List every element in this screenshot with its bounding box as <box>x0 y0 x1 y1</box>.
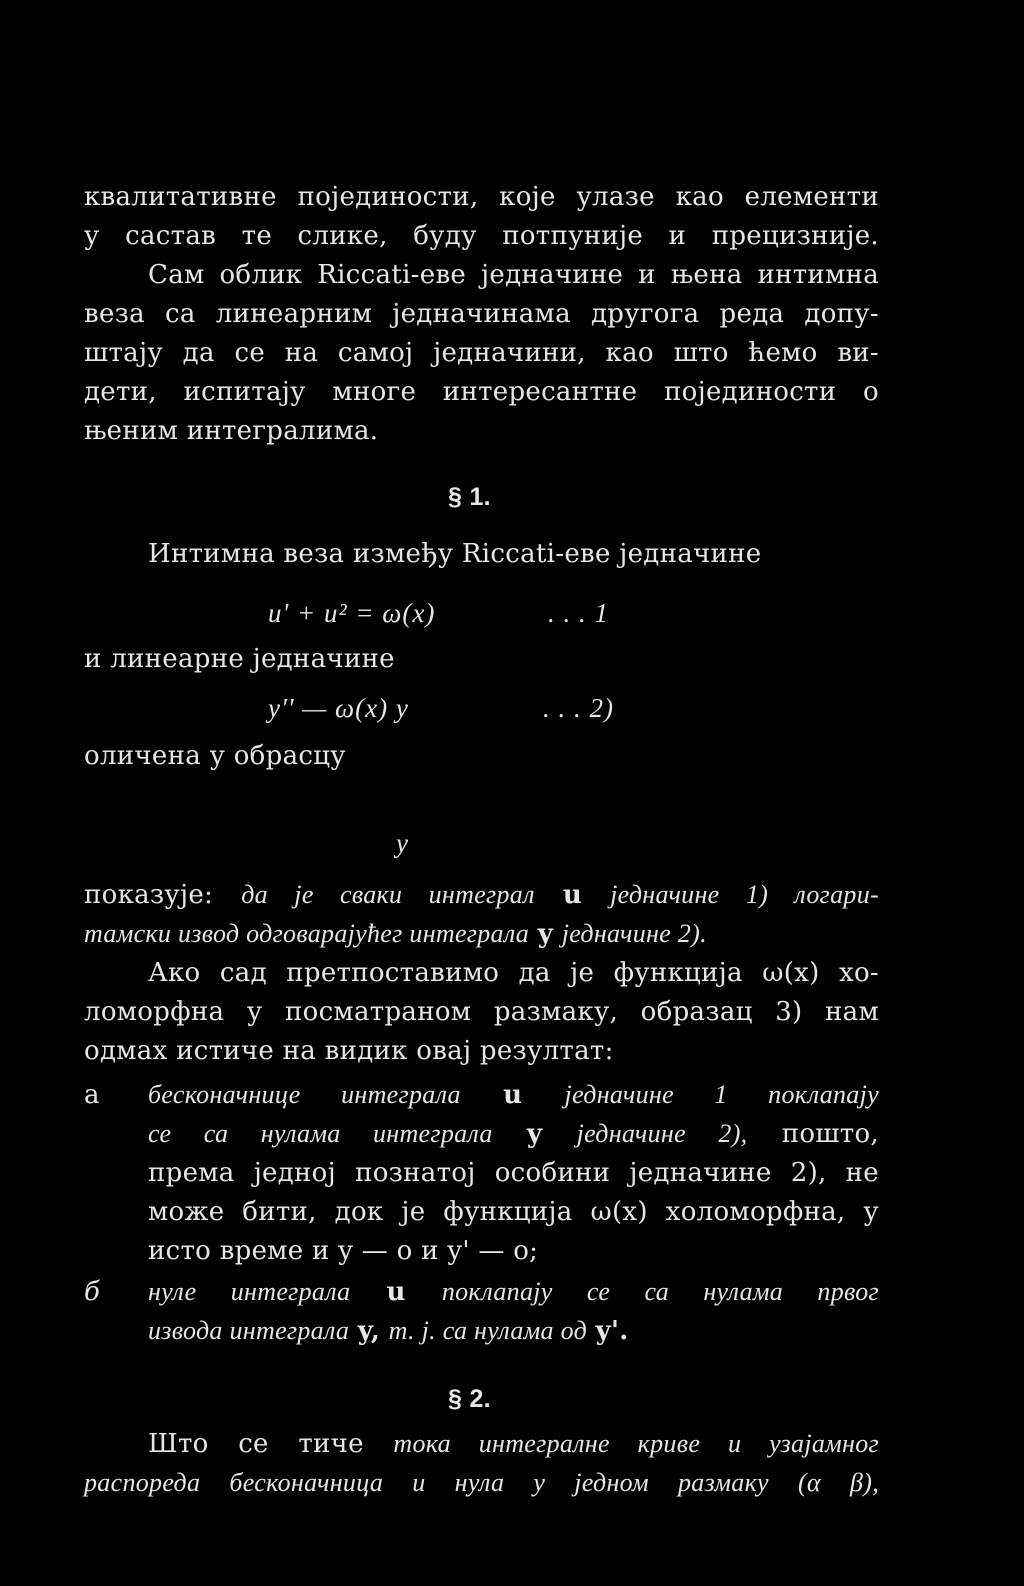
result-italic-2: једначине 2). <box>561 919 707 948</box>
symbol-y: y <box>537 919 554 949</box>
item-a-italic: се са нулама интеграла <box>148 1119 493 1148</box>
symbol-y: y, <box>357 1316 381 1346</box>
item-b-italic-2: т. ј. са нулама од <box>388 1316 588 1345</box>
item-b-line-2 <box>148 1315 629 1347</box>
item-a-italic: бесконачнице интеграла <box>148 1080 461 1109</box>
item-a-italic-2: једначине 1 поклапају <box>564 1080 879 1109</box>
item-b-italic-2: поклапају се са нулама првог <box>441 1277 879 1306</box>
section-2-text: Што се тиче <box>148 1429 364 1459</box>
item-a-line-3: према једној познатој особини једначине 2), не <box>148 1158 879 1188</box>
section-1-text-3: оличена у обрасцу <box>84 741 346 771</box>
item-b-italic: нуле интеграла <box>148 1277 351 1306</box>
item-a-line-2 <box>148 1118 879 1150</box>
section-2-line-2 <box>84 1467 879 1499</box>
section-1-text-2: и линеарне једначине <box>84 644 395 674</box>
equation-2: y'' — ω(x) y <box>268 693 409 723</box>
formula-3-fragment: y <box>396 828 409 858</box>
intro-line-7: њеним интегралима. <box>84 416 379 446</box>
item-a-line-4: може бити, док је функција ω(x) холоморфна, у <box>148 1197 879 1227</box>
item-b-label: б <box>84 1277 101 1307</box>
item-a-text: пошто, <box>781 1119 879 1149</box>
symbol-u: u <box>386 1277 406 1307</box>
intro-line-5: штају да се на самој једначини, као што ћемо ви- <box>84 338 879 368</box>
section-2-italic: тока интегралне криве и узајамног <box>393 1429 879 1458</box>
paragraph-line-3: Ако сад претпоставимо да је функција ω(x) хо- <box>148 958 879 988</box>
paragraph-line-4: ломорфна у посматраном размаку, образац 3) нам <box>84 997 879 1027</box>
equation-1-number: . . . 1 <box>548 598 609 628</box>
section-1-lead: Интимна веза између Riccati-еве једначине <box>148 539 762 569</box>
section-1-heading: § 1. <box>448 483 491 511</box>
symbol-u: u <box>503 1080 523 1110</box>
item-a-italic-2: једначине 2), <box>576 1119 748 1148</box>
section-2-heading: § 2. <box>448 1385 491 1413</box>
paragraph-line-5: одмах истиче на видик овај резултат: <box>84 1036 614 1066</box>
result-italic: да је сваки интеграл <box>241 880 535 909</box>
result-italic: тамски извод одговарајућег интеграла <box>84 919 530 948</box>
symbol-u: u <box>562 880 583 910</box>
equation-1: u' + u² = ω(x) <box>268 598 436 628</box>
intro-line-2: у састав те слике, буду потпуније и прецизније. <box>84 221 879 251</box>
result-line-1 <box>84 879 879 911</box>
intro-line-4: веза са линеарним једначинама другога реда допу- <box>84 299 879 329</box>
section-2-line-1 <box>148 1428 879 1460</box>
symbol-y: y <box>526 1119 543 1149</box>
item-a-label: а <box>84 1080 100 1110</box>
intro-line-1: квалитативне појединости, које улазе као елементи <box>84 182 879 212</box>
item-a-line-5: исто време и y — о и y' — о; <box>148 1236 539 1266</box>
symbol-y-prime: y'. <box>595 1316 629 1346</box>
equation-2-number: . . . 2) <box>543 693 614 723</box>
item-b-line-1 <box>148 1276 879 1308</box>
result-italic-2: једначине 1) логари- <box>610 880 879 909</box>
item-a-line-1 <box>148 1079 879 1111</box>
intro-line-6: дети, испитају многе интересантне појединости о <box>84 377 879 407</box>
intro-line-3: Сам облик Riccati-еве једначине и њена интимна <box>148 260 879 290</box>
item-b-italic: извода интеграла <box>148 1316 350 1345</box>
section-2-italic: распореда бесконачница и нула у једном размаку (α β), <box>84 1468 879 1497</box>
result-line-2 <box>84 918 707 950</box>
result-text: показује: <box>84 880 214 910</box>
